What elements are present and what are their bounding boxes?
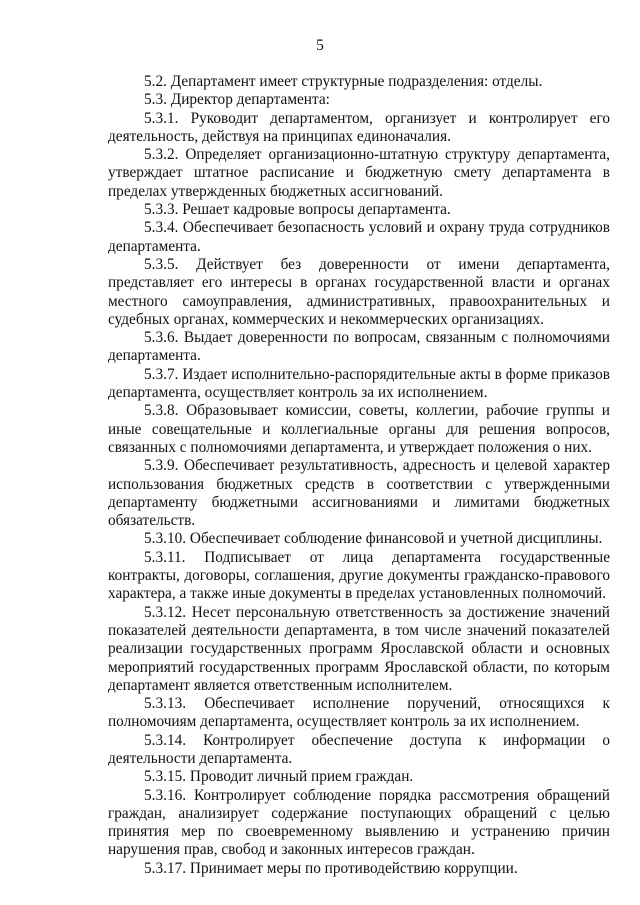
paragraph-5-3-14: 5.3.14. Контролирует обеспечение доступа к информации о деятельности департамента.	[108, 731, 610, 767]
paragraph-5-3-1: 5.3.1. Руководит департаментом, организует и контролирует его деятельность, действуя на принципах единоначалия.	[108, 109, 610, 145]
document-body	[108, 73, 610, 878]
paragraph-5-3-4: 5.3.4. Обеспечивает безопасность условий и охрану труда сотрудников департамента.	[108, 219, 610, 255]
paragraph-5-3-6: 5.3.6. Выдает доверенности по вопросам, связанным с полномочиями департамента.	[108, 329, 610, 365]
paragraph-5-3-9: 5.3.9. Обеспечивает результативность, адресность и целевой характер использования бюджетных средств в соответствии с утвержденными департаменту бюджетными ассигнованиями и лимитами бюджетных обязательств.	[108, 457, 610, 530]
paragraph-5-3-7: 5.3.7. Издает исполнительно-распорядительные акты в форме приказов департамента, осуществляет контроль за их исполнением.	[108, 365, 610, 402]
paragraph-5-3-3: 5.3.3. Решает кадровые вопросы департамента.	[144, 201, 451, 219]
page-number: 5	[316, 37, 324, 54]
paragraph-5-3-17: 5.3.17. Принимает меры по противодействию коррупции.	[144, 859, 518, 877]
paragraph-5-3-11: 5.3.11. Подписывает от лица департамента государственные контракты, договоры, соглашения, другие документы гражданско-правового характера, а также иные документы в пределах установленных полномочий.	[108, 548, 610, 603]
paragraph-5-3-2: 5.3.2. Определяет организационно-штатную структуру департамента, утверждает штатное расписание и бюджетную смету департамента в пределах утвержденных бюджетных ассигнований.	[108, 146, 610, 200]
paragraph-5-3-16: 5.3.16. Контролирует соблюдение порядка рассмотрения обращений граждан, анализирует содержание поступающих обращений с целью принятия мер по своевременному выявлению и устранению причин нарушения прав, свобод и законных интересов граждан.	[108, 786, 610, 859]
paragraph-5-3-5: 5.3.5. Действует без доверенности от имени департамента, представляет его интересы в органах государственной власти и органах местного самоуправления, административных, правоохранительных и судебных органах, коммерческих и некоммерческих организациях.	[108, 255, 610, 328]
paragraph-5-3-15: 5.3.15. Проводит личный прием граждан.	[144, 768, 414, 786]
paragraph-5-3-8: 5.3.8. Образовывает комиссии, советы, коллегии, рабочие группы и иные совещательные и коллегиальные органы для решения вопросов, связанных с полномочиями департамента, и утверждает положения о них.	[108, 402, 610, 456]
paragraph-5-3-10: 5.3.10. Обеспечивает соблюдение финансовой и учетной дисциплины.	[144, 530, 603, 548]
paragraph-5-2: 5.2. Департамент имеет структурные подразделения: отделы.	[144, 73, 543, 90]
paragraph-5-3-12: 5.3.12. Несет персональную ответственность за достижение значений показателей деятельности департамента, в том числе значений показателей реализации государственных программ Ярославской области и основных мероприятий государственных программ Ярославской области, по которым департамент является ответственным исполнителем.	[108, 603, 610, 694]
paragraph-5-3: 5.3. Директор департамента:	[144, 91, 330, 109]
paragraph-5-3-13: 5.3.13. Обеспечивает исполнение поручений, относящихся к полномочиям департамента, осуществляет контроль за их исполнением.	[108, 695, 610, 731]
